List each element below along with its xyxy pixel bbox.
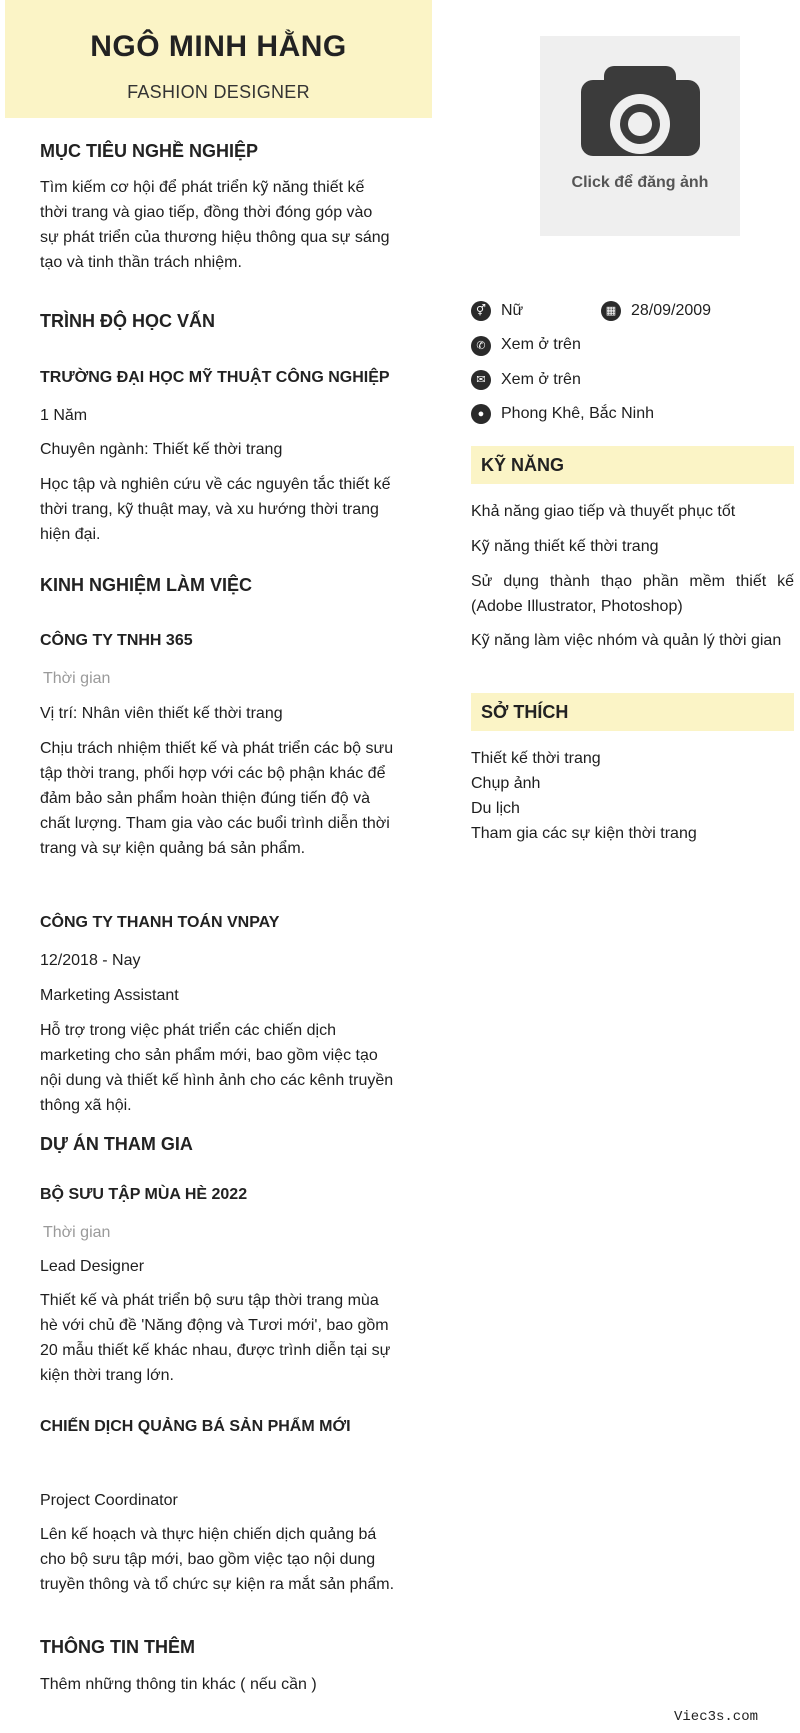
skills-bar <box>471 446 794 484</box>
experience-heading: KINH NGHIỆM LÀM VIỆC <box>40 575 253 595</box>
location-icon: ● <box>471 404 491 424</box>
experience-description: Hỗ trợ trong việc phát triển các chiến dịch marketing cho sản phẩm mới, bao gồm việc tạo nội dung và thiết kế hình ảnh cho các kênh truyền thông xã hội. <box>40 1022 394 1114</box>
gender-icon: ⚥ <box>471 301 491 321</box>
candidate-title: FASHION DESIGNER <box>127 82 310 102</box>
hobby-item: Tham gia các sự kiện thời trang <box>471 825 697 842</box>
skill-item: Kỹ năng làm việc nhóm và quản lý thời gian <box>471 632 782 649</box>
contact-phone: Xem ở trên <box>501 336 581 353</box>
experience-description: Chịu trách nhiệm thiết kế và phát triển các bộ sưu tập thời trang, phối hợp với các bộ phận khác để đảm bảo sản phẩm hoàn thiện đúng tiến độ và chất lượng. Tham gia vào các buổi trình diễn thời trang và sự kiện quảng bá sản phẩm. <box>40 740 394 857</box>
experience-company: CÔNG TY TNHH 365 <box>40 632 193 649</box>
projects-heading: DỰ ÁN THAM GIA <box>40 1134 193 1154</box>
experience-time: Thời gian <box>43 670 111 687</box>
education-heading: TRÌNH ĐỘ HỌC VẤN <box>40 311 215 331</box>
hobby-item: Chụp ảnh <box>471 775 541 792</box>
contact-email: Xem ở trên <box>501 371 581 388</box>
experience-time: 12/2018 - Nay <box>40 952 141 969</box>
education-major: Chuyên ngành: Thiết kế thời trang <box>40 441 283 458</box>
education-duration: 1 Năm <box>40 407 88 424</box>
project-name: CHIẾN DỊCH QUẢNG BÁ SẢN PHẨM MỚI <box>40 1418 351 1435</box>
hobby-item: Thiết kế thời trang <box>471 750 601 767</box>
education-description: Học tập và nghiên cứu về các nguyên tắc thiết kế thời trang, kỹ thuật may, và xu hướng thời trang hiện đại. <box>40 476 391 543</box>
experience-position: Vị trí: Nhân viên thiết kế thời trang <box>40 705 283 722</box>
project-role: Lead Designer <box>40 1258 145 1275</box>
watermark: Viec3s.com <box>673 1709 758 1725</box>
objective-text: Tìm kiếm cơ hội để phát triển kỹ năng thiết kế thời trang và giao tiếp, đồng thời đóng góp vào sự phát triển của thương hiệu thông qua sự sáng tạo và tinh thần trách nhiệm. <box>40 179 390 271</box>
hobby-item: Du lịch <box>471 800 520 817</box>
photo-upload[interactable] <box>540 36 740 236</box>
calendar-icon: ▦ <box>601 301 621 321</box>
additional-heading: THÔNG TIN THÊM <box>40 1637 195 1657</box>
education-school: TRƯỜNG ĐẠI HỌC MỸ THUẬT CÔNG NGHIỆP <box>40 369 390 386</box>
candidate-name: NGÔ MINH HẰNG <box>90 30 347 63</box>
skills-heading: KỸ NĂNG <box>481 455 565 475</box>
phone-icon: ✆ <box>471 336 491 356</box>
hobbies-heading: SỞ THÍCH <box>481 702 569 722</box>
contact-gender: Nữ <box>501 302 524 319</box>
hobbies-bar <box>471 693 794 731</box>
photo-upload-label: Click để đăng ảnh <box>571 174 709 191</box>
project-time: Thời gian <box>43 1224 111 1241</box>
project-name: BỘ SƯU TẬP MÙA HÈ 2022 <box>40 1186 248 1203</box>
contact-address: Phong Khê, Bắc Ninh <box>501 405 654 422</box>
contact-birthday: 28/09/2009 <box>631 302 712 319</box>
objective-heading: MỤC TIÊU NGHỀ NGHIỆP <box>40 141 259 161</box>
project-description: Thiết kế và phát triển bộ sưu tập thời trang mùa hè với chủ đề 'Năng động và Tươi mới', bao gồm 20 mẫu thiết kế khác nhau, được trình diễn tại sự kiện thời trang lớn. <box>40 1292 391 1384</box>
project-description: Lên kế hoạch và thực hiện chiến dịch quảng bá cho bộ sưu tập mới, bao gồm việc tạo nội dung truyền thông và tổ chức sự kiện ra mắt sản phẩm. <box>40 1526 395 1593</box>
additional-text: Thêm những thông tin khác ( nếu cần ) <box>40 1676 317 1693</box>
experience-company: CÔNG TY THANH TOÁN VNPAY <box>40 914 280 931</box>
skill-item: Sử dụng thành thạo phần mềm thiết kế (Adobe Illustrator, Photoshop) <box>471 573 794 615</box>
skill-item: Khả năng giao tiếp và thuyết phục tốt <box>471 503 736 520</box>
skill-item: Kỹ năng thiết kế thời trang <box>471 538 659 555</box>
email-icon: ✉ <box>471 370 491 390</box>
project-role: Project Coordinator <box>40 1492 178 1509</box>
experience-position: Marketing Assistant <box>40 987 179 1004</box>
